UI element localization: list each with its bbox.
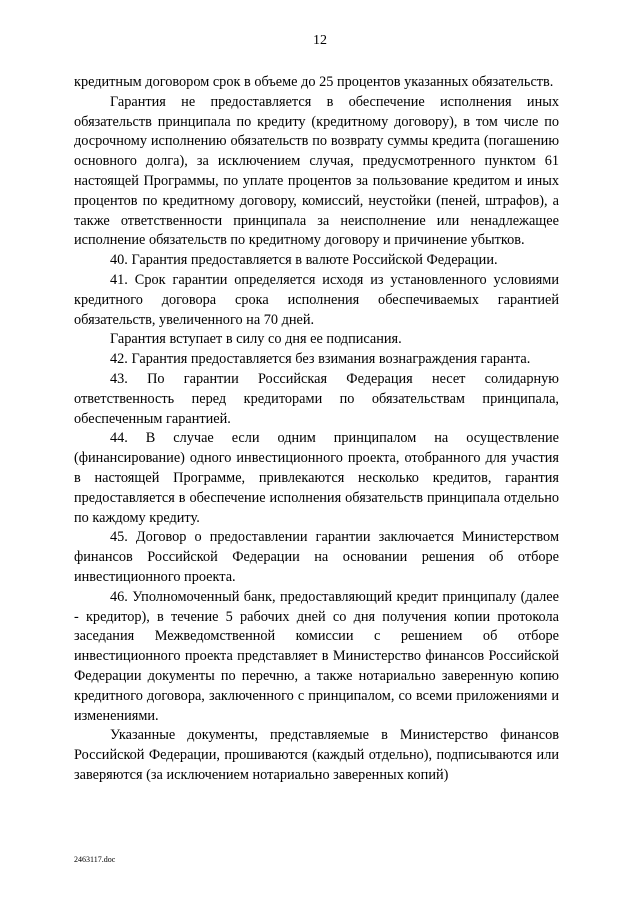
paragraph-continuation: кредитным договором срок в объеме до 25 процентов указанных обязательств. xyxy=(74,74,554,90)
document-footer: 2463117.doc xyxy=(74,855,116,864)
paragraph-44: 44. В случае если одним принципалом на осуществление (финансирование) одного инвестиционного проекта, отобранного для участия в настоящей Программе, привлекаются несколько кредитов, гарантия предоставляется в обеспечение исполнения обязательств принципала отдельно по каждому кредиту. xyxy=(74,430,559,526)
paragraph-46: 46. Уполномоченный банк, предоставляющий кредит принципалу (далее - кредитор), в течение 5 рабочих дней со дня получения копии протокола заседания Межведомственной комиссии с решением об отборе инвестиционного проекта представляет в Министерство финансов Российской Федерации документы по перечню, а также нотариально заверенную копию кредитного договора, заключенного с принципалом, со всеми приложениями и изменениями. xyxy=(74,588,559,724)
paragraph-42: 42. Гарантия предоставляется без взимания вознаграждения гаранта. xyxy=(110,351,531,368)
document-body xyxy=(74,73,559,786)
paragraph-43: 43. По гарантии Российская Федерация несет солидарную ответственность перед кредиторами по обязательствам принципала, обеспеченным гарантией. xyxy=(74,370,559,427)
paragraph-45: 45. Договор о предоставлении гарантии заключается Министерством финансов Российской Федерации на основании решения об отборе инвестиционного проекта. xyxy=(74,529,559,585)
paragraph-documents: Указанные документы, представляемые в Министерство финансов Российской Федерации, прошиваются (каждый отдельно), подписываются или заверяются (за исключением нотариально заверенных копий) xyxy=(74,727,559,783)
paragraph-guarantee-exclusions: Гарантия не предоставляется в обеспечение исполнения иных обязательств принципала по кредиту (кредитному договору), в том числе по досрочному исполнению обязательств по возврату суммы кредита (погашению основного долга), за исключением случая, предусмотренного пунктом 61 настоящей Программы, по уплате процентов за пользование кредитом и иных процентов по кредитному договору, комиссий, неустойки (пеней, штрафов), а также ответственности принципала за неисполнение или ненадлежащее исполнение обязательств по кредитному договору и причинение убытков. xyxy=(74,93,559,249)
paragraph-40: 40. Гарантия предоставляется в валюте Российской Федерации. xyxy=(110,252,498,269)
page-number: 12 xyxy=(313,33,327,48)
paragraph-41: 41. Срок гарантии определяется исходя из установленного условиями кредитного договора срока исполнения обеспечиваемых гарантией обязательств, увеличенного на 70 дней. xyxy=(74,271,559,328)
paragraph-guarantee-effective: Гарантия вступает в силу со дня ее подписания. xyxy=(110,331,402,348)
